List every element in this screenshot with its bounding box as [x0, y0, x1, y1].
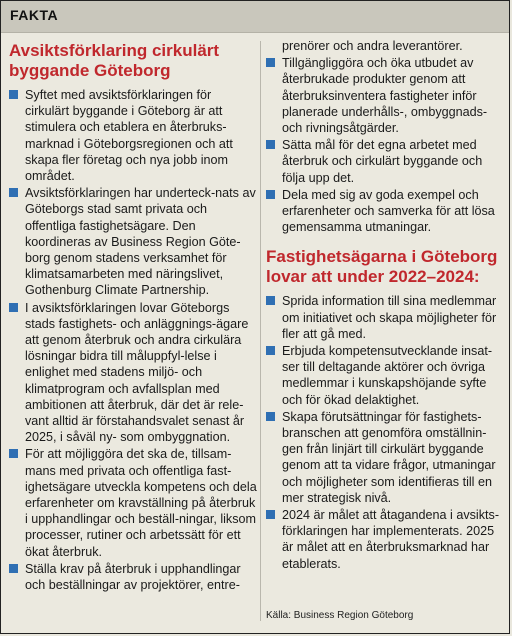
list-item: Sprida information till sina medlemmar om initiativet och skapa möjligheter för fler att gå med. — [266, 293, 506, 342]
list-item: Syftet med avsiktsförklaringen för cirkulärt byggande i Göteborg är att stimulera och etablera en återbruks-marknad i Göteborgsregionen och att skapa fler företag och nya jobb inom området. — [9, 87, 257, 184]
source-credit: Källa: Business Region Göteborg — [266, 610, 414, 621]
list-item-continuation: prenörer och andra leverantörer. — [282, 39, 463, 53]
list-item: 2024 är målet att åtagandena i avsikts-förklaringen har implementerats. 2025 är målet att en återbruksmarknad har etablerats. — [266, 507, 506, 572]
list-item: För att möjliggöra det ska de, tillsam-mans med privata och offentliga fast-ighetsägare utveckla kompetens och dela erfarenheter om kravställning på återbruk i upphandlingar och beställ-ningar, liksom processer, rutiner och arbetssätt för ett ökat återbruk. — [9, 446, 257, 559]
list-item: Avsiktsförklaringen har underteck-nats av Göteborgs stad samt privata och offentliga fastighetsägare. Den koordineras av Business Region Göte-borg genom stadens verksamhet för klimatsamarbeten med näringslivet, Gothenburg Climate Partnership. — [9, 185, 257, 298]
square-bullet-icon — [266, 510, 275, 519]
right-list — [266, 55, 506, 235]
fact-title: FAKTA — [10, 7, 59, 23]
column-divider — [260, 41, 261, 621]
right-column — [266, 38, 506, 573]
square-bullet-icon — [266, 346, 275, 355]
list-item: Sätta mål för det egna arbetet med återbruk och cirkulärt byggande och följa upp det. — [266, 137, 506, 186]
list-item: Tillgängliggöra och öka utbudet av återbrukade produkter genom att återbruksinventera fastigheter inför planerade underhålls-, ombyggnads- och rivningsåtgärder. — [266, 55, 506, 136]
fact-header — [1, 1, 509, 33]
list-item: Dela med sig av goda exempel och erfarenheter och samverka för att lösa gemensamma utmaningar. — [266, 187, 506, 236]
list-item: Skapa förutsättningar för fastighets-branschen att genomföra omställnin-gen från linjärt till cirkulärt byggande genom att ta vidare frågor, utmaningar och möjligheter som identifieras till en mer strategisk nivå. — [266, 409, 506, 506]
square-bullet-icon — [9, 90, 18, 99]
square-bullet-icon — [266, 140, 275, 149]
square-bullet-icon — [9, 564, 18, 573]
list-item: I avsiktsförklaringen lovar Göteborgs stads fastighets- och anläggnings-ägare att genom återbruk och andra cirkulära lösningar bidra till måluppfyl-lelse i enlighet med stadens miljö- och klimatprogram och avfallsplan med ambitionen att återbruk, där det är rele-vant alltid är förstahandsvalet senast år 2025, i såväl ny- som ombyggnation. — [9, 300, 257, 446]
left-column — [9, 41, 257, 594]
square-bullet-icon — [266, 296, 275, 305]
left-heading: Avsiktsförklaring cirkulärt byggande Göteborg — [9, 41, 220, 80]
square-bullet-icon — [9, 188, 18, 197]
square-bullet-icon — [9, 449, 18, 458]
right-heading: Fastighetsägarna i Göteborg lovar att under 2022–2024: — [266, 247, 498, 287]
square-bullet-icon — [266, 190, 275, 199]
square-bullet-icon — [9, 303, 18, 312]
right-list-2 — [266, 293, 506, 571]
list-item: Ställa krav på återbruk i upphandlingar och beställningar av projektörer, entre- — [9, 561, 257, 593]
left-list — [9, 87, 257, 593]
square-bullet-icon — [266, 58, 275, 67]
list-item: Erbjuda kompetensutvecklande insat-ser till deltagande aktörer och övriga medlemmar i kunskapshöjande syfte och för ökad delaktighet. — [266, 343, 506, 408]
square-bullet-icon — [266, 412, 275, 421]
